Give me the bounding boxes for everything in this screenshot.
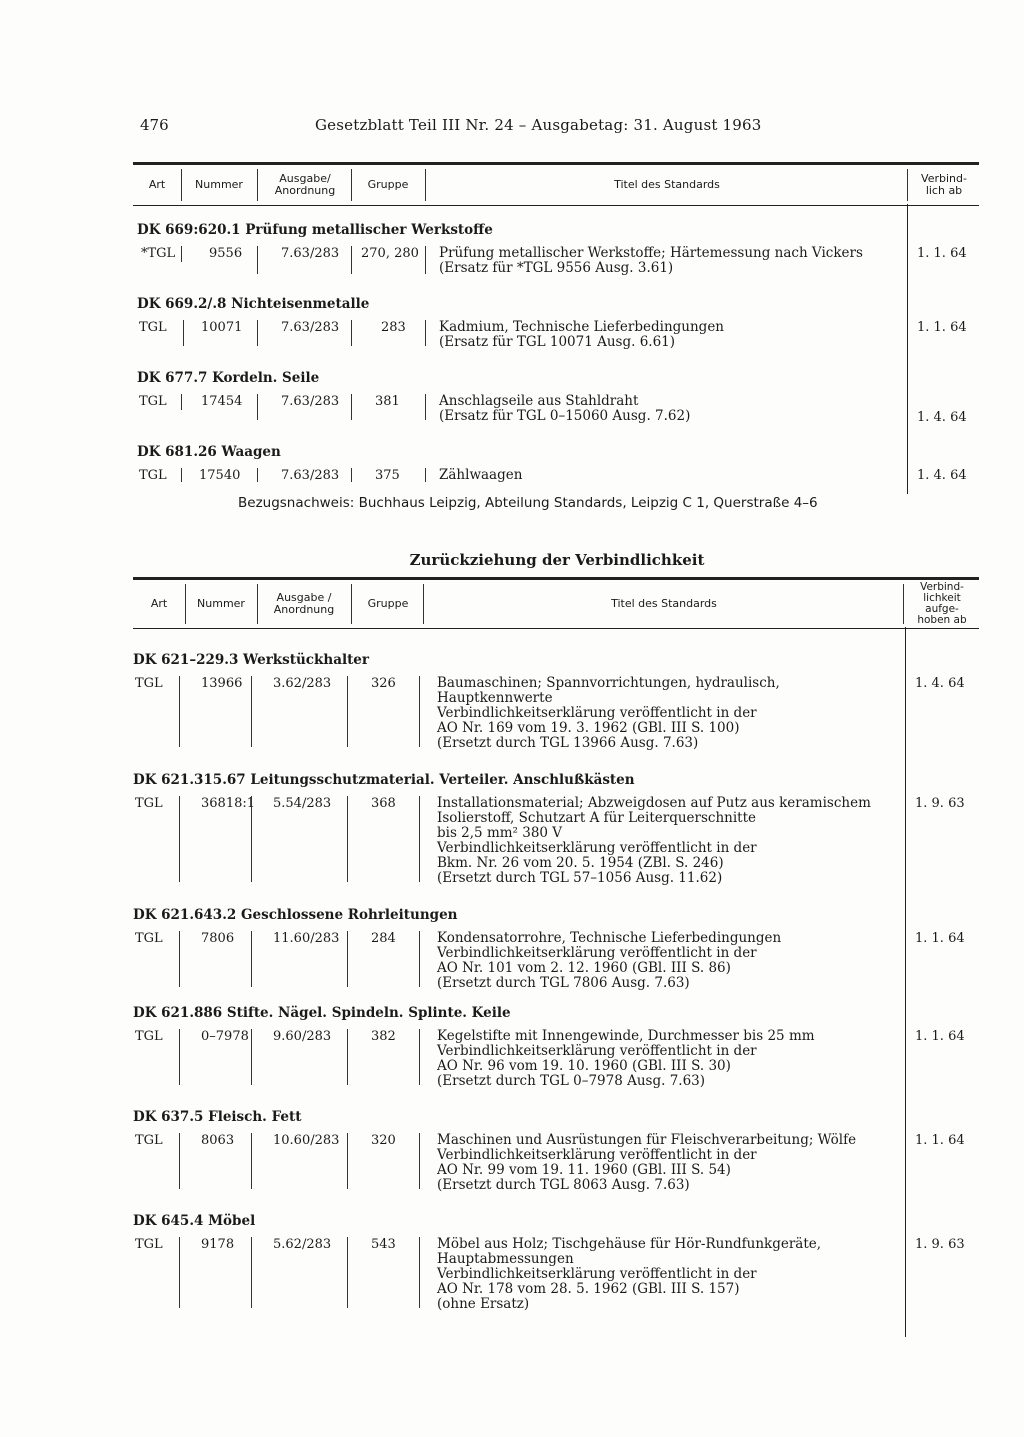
title-cell: Baumaschinen; Spannvorrichtungen, hydraulisch, Hauptkennwerte Verbindlichkeitserklärung veröffentlicht in der AO Nr. 169 vom 19. 3. 1962 (GBl. III S. 100) (Ersetzt durch TGL 13966 Ausg. 7.63) [437, 675, 780, 751]
art-cell: TGL [139, 320, 167, 335]
page-title: Gesetzblatt Teil III Nr. 24 – Ausgabetag: 31. August 1963 [315, 116, 762, 134]
art-cell: TGL [135, 1237, 163, 1252]
title-cell: Installationsmaterial; Abzweigdosen auf Putz aus keramischem Isolierstoff, Schutzart A für Leiterquerschnitte bis 2,5 mm² 380 V Verbindlichkeitserklärung veröffentlicht in der Bkm. Nr. 26 vom 20. 5. 1954 (ZBl. S. 246) (Ersetzt durch TGL 57–1056 Ausg. 11.62) [437, 795, 871, 886]
nummer-cell: 36818:1 [201, 796, 256, 811]
section-heading: DK 637.5 Fleisch. Fett [133, 1109, 302, 1125]
nummer-cell: 17540 [199, 468, 241, 483]
section-heading: DK 621.886 Stifte. Nägel. Spindeln. Splinte. Keile [133, 1005, 511, 1021]
title-cell: Möbel aus Holz; Tischgehäuse für Hör-Rundfunkgeräte, Hauptabmessungen Verbindlichkeitserklärung veröffentlicht in der AO Nr. 178 vom 28. 5. 1962 (GBl. III S. 157) (ohne Ersatz) [437, 1236, 822, 1312]
gruppe-cell: 270, 280 [361, 246, 419, 261]
date-cell: 1. 1. 64 [917, 320, 967, 335]
col-ausgabe: Ausgabe/ Anordnung [274, 172, 336, 197]
title-cell: Kadmium, Technische Lieferbedingungen (Ersatz für TGL 10071 Ausg. 6.61) [439, 319, 725, 350]
section-heading: DK 669:620.1 Prüfung metallischer Werkstoffe [137, 222, 493, 238]
section-heading: DK 621.315.67 Leitungsschutzmaterial. Verteiler. Anschlußkästen [133, 772, 635, 788]
nummer-cell: 7806 [201, 931, 235, 946]
art-cell: TGL [135, 1029, 163, 1044]
date-cell: 1. 1. 64 [915, 931, 965, 946]
gruppe-cell: 326 [371, 676, 396, 691]
gruppe-cell: 368 [371, 796, 396, 811]
col-verbindlich: Verbind- lich ab [921, 172, 967, 197]
col-nummer: Nummer [195, 178, 243, 191]
section-heading: DK 669.2/.8 Nichteisenmetalle [137, 296, 370, 312]
ausgabe-cell: 7.63/283 [281, 320, 340, 335]
gruppe-cell: 382 [371, 1029, 396, 1044]
gruppe-cell: 283 [381, 320, 406, 335]
section-heading: DK 681.26 Waagen [137, 444, 281, 460]
title-cell: Anschlagseile aus Stahldraht (Ersatz für TGL 0–15060 Ausg. 7.62) [439, 393, 691, 424]
table-header [133, 577, 979, 629]
date-cell: 1. 4. 64 [917, 468, 967, 483]
nummer-cell: 9556 [209, 246, 243, 261]
date-cell: 1. 4. 64 [917, 410, 967, 425]
ausgabe-cell: 5.62/283 [273, 1237, 332, 1252]
nummer-cell: 8063 [201, 1133, 235, 1148]
date-cell: 1. 9. 63 [915, 1237, 965, 1252]
gruppe-cell: 375 [375, 468, 400, 483]
nummer-cell: 13966 [201, 676, 243, 691]
ausgabe-cell: 9.60/283 [273, 1029, 332, 1044]
col-gruppe: Gruppe [367, 597, 409, 610]
art-cell: TGL [135, 676, 163, 691]
title-cell: Prüfung metallischer Werkstoffe; Härtemessung nach Vickers (Ersatz für *TGL 9556 Ausg. 3.61) [439, 245, 863, 276]
standards-table [133, 162, 979, 497]
col-aufgehoben: Verbind- lichkeit aufge- hoben ab [917, 581, 967, 626]
title-cell: Zählwaagen [439, 467, 523, 483]
page-number: 476 [140, 116, 169, 134]
ausgabe-cell: 7.63/283 [281, 246, 340, 261]
ausgabe-cell: 3.62/283 [273, 676, 332, 691]
title-cell: Maschinen und Ausrüstungen für Fleischverarbeitung; Wölfe Verbindlichkeitserklärung veröffentlicht in der AO Nr. 99 vom 19. 11. 1960 (GBl. III S. 54) (Ersetzt durch TGL 8063 Ausg. 7.63) [437, 1132, 857, 1193]
gruppe-cell: 381 [375, 394, 400, 409]
gruppe-cell: 284 [371, 931, 396, 946]
nummer-cell: 17454 [201, 394, 243, 409]
section2-heading: Zurückziehung der Verbindlichkeit [409, 551, 705, 569]
date-cell: 1. 1. 64 [915, 1133, 965, 1148]
date-cell: 1. 4. 64 [915, 676, 965, 691]
art-cell: TGL [135, 931, 163, 946]
section-heading: DK 621–229.3 Werkstückhalter [133, 652, 370, 668]
nummer-cell: 10071 [201, 320, 243, 335]
ausgabe-cell: 11.60/283 [273, 931, 340, 946]
table-header [133, 162, 979, 206]
col-gruppe: Gruppe [367, 178, 409, 191]
date-cell: 1. 9. 63 [915, 796, 965, 811]
footnote: Bezugsnachweis: Buchhaus Leipzig, Abteilung Standards, Leipzig C 1, Querstraße 4–6 [238, 495, 818, 511]
withdrawal-table [133, 577, 979, 1337]
ausgabe-cell: 7.63/283 [281, 394, 340, 409]
col-art: Art [148, 178, 166, 191]
nummer-cell: 0–7978 [201, 1029, 249, 1044]
art-cell: TGL [135, 796, 163, 811]
date-cell: 1. 1. 64 [917, 246, 967, 261]
art-cell: *TGL [141, 246, 176, 261]
col-ausgabe: Ausgabe / Anordnung [273, 591, 335, 616]
art-cell: TGL [139, 394, 167, 409]
section-heading: DK 621.643.2 Geschlossene Rohrleitungen [133, 907, 458, 923]
section-heading: DK 645.4 Möbel [133, 1213, 256, 1229]
section-heading: DK 677.7 Kordeln. Seile [137, 370, 320, 386]
title-cell: Kegelstifte mit Innengewinde, Durchmesser bis 25 mm Verbindlichkeitserklärung veröffentlicht in der AO Nr. 96 vom 19. 10. 1960 (GBl. III S. 30) (Ersetzt durch TGL 0–7978 Ausg. 7.63) [437, 1028, 815, 1089]
col-titel: Titel des Standards [614, 178, 720, 191]
gruppe-cell: 543 [371, 1237, 396, 1252]
date-cell: 1. 1. 64 [915, 1029, 965, 1044]
art-cell: TGL [139, 468, 167, 483]
ausgabe-cell: 5.54/283 [273, 796, 332, 811]
col-nummer: Nummer [197, 597, 245, 610]
column-divider [905, 627, 906, 1337]
gruppe-cell: 320 [371, 1133, 396, 1148]
ausgabe-cell: 7.63/283 [281, 468, 340, 483]
page-header [140, 116, 980, 138]
ausgabe-cell: 10.60/283 [273, 1133, 340, 1148]
title-cell: Kondensatorrohre, Technische Lieferbedingungen Verbindlichkeitserklärung veröffentlicht in der AO Nr. 101 vom 2. 12. 1960 (GBl. III S. 86) (Ersetzt durch TGL 7806 Ausg. 7.63) [437, 930, 782, 991]
col-art: Art [150, 597, 168, 610]
art-cell: TGL [135, 1133, 163, 1148]
column-divider [907, 204, 908, 494]
col-titel: Titel des Standards [611, 597, 717, 610]
nummer-cell: 9178 [201, 1237, 235, 1252]
